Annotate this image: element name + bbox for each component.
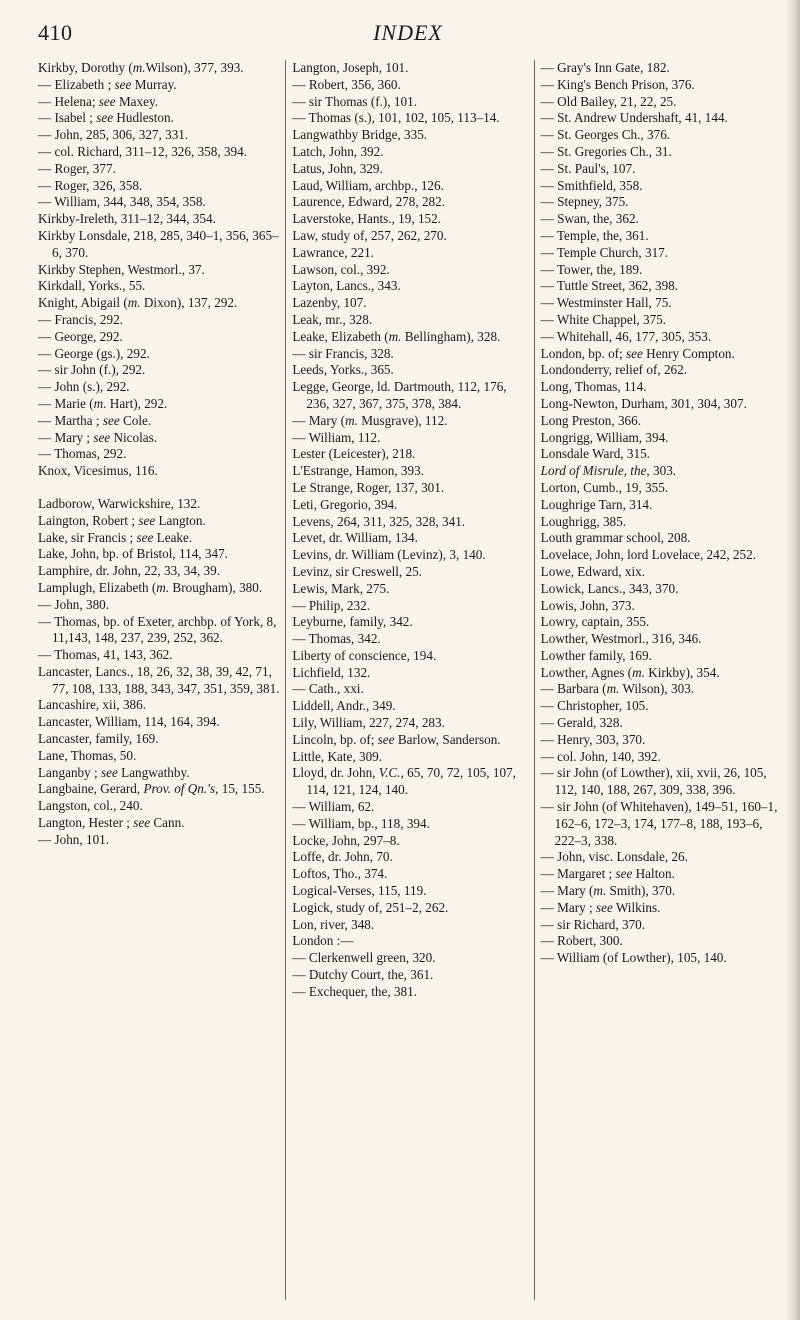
- index-entry: — John, visc. Lonsdale, 26.: [540, 849, 688, 865]
- index-entry: Lord of Misrule, the, 303.: [540, 463, 677, 479]
- index-entry: — King's Bench Prison, 376.: [540, 76, 695, 92]
- index-entry: — Roger, 377.: [38, 160, 116, 176]
- index-entry: — Stepney, 375.: [540, 194, 629, 210]
- index-entry: Lonsdale Ward, 315.: [540, 446, 650, 462]
- index-entry: Locke, John, 297–8.: [292, 832, 400, 848]
- index-entry: — sir Thomas (f.), 101.: [292, 93, 417, 109]
- index-entry: Kirkby Stephen, Westmorl., 37.: [38, 261, 205, 277]
- index-entry: — sir John (f.), 292.: [38, 362, 146, 378]
- index-entry: Lawrance, 221.: [292, 244, 374, 260]
- index-entry: — Whitehall, 46, 177, 305, 353.: [540, 328, 712, 344]
- index-entry: — John, 101.: [38, 831, 110, 847]
- index-entry: Laurence, Edward, 278, 282.: [292, 194, 446, 210]
- index-entry: Lily, William, 227, 274, 283.: [292, 715, 445, 731]
- index-entry: London :—: [292, 933, 354, 949]
- index-entry: Langton, Hester ; see Cann.: [38, 815, 185, 831]
- index-entry: — St. Paul's, 107.: [540, 160, 636, 176]
- index-entry: — Christopher, 105.: [540, 698, 649, 714]
- index-entry: Kirkby Lonsdale, 218, 285, 340–1, 356, 365–6, 370.: [38, 227, 279, 260]
- index-entry: Lake, sir Francis ; see Leake.: [38, 529, 193, 545]
- index-entry: Lester (Leicester), 218.: [292, 446, 416, 462]
- index-entry: — Helena; see Maxey.: [38, 93, 158, 109]
- index-entry: — George, 292.: [38, 328, 123, 344]
- index-entry: — Thomas, bp. of Exeter, archbp. of York, 8, 11,143, 148, 237, 239, 252, 362.: [38, 613, 277, 646]
- index-entry: — Robert, 300.: [540, 933, 623, 949]
- index-entry: Laud, William, archbp., 126.: [292, 177, 444, 193]
- index-entry: Londonderry, relief of, 262.: [540, 362, 688, 378]
- index-entry: Liddell, Andr., 349.: [292, 698, 396, 714]
- index-entry: Lorton, Cumb., 19, 355.: [540, 479, 669, 495]
- index-entry: Kirkby, Dorothy (m.Wilson), 377, 393.: [38, 60, 244, 75]
- index-entry: — Tower, the, 189.: [540, 261, 643, 277]
- index-entry: — Elizabeth ; see Murray.: [38, 76, 177, 92]
- index-entry: Long, Thomas, 114.: [540, 379, 647, 395]
- index-entry: Langwathby Bridge, 335.: [292, 127, 428, 143]
- index-entry: — Francis, 292.: [38, 311, 123, 327]
- index-entry: — Dutchy Court, the, 361.: [292, 967, 434, 983]
- index-column-1: [38, 60, 281, 1300]
- index-entry: Loftos, Tho., 374.: [292, 866, 388, 882]
- index-entry: — Mary ; see Wilkins.: [540, 899, 661, 915]
- index-entry: — William (of Lowther), 105, 140.: [540, 950, 727, 966]
- index-entry: Lichfield, 132.: [292, 664, 371, 680]
- index-entry: Lowther, Agnes (m. Kirkby), 354.: [540, 664, 720, 680]
- index-entry: — Gerald, 328.: [540, 715, 623, 731]
- index-entry: — Robert, 356, 360.: [292, 76, 401, 92]
- index-entry: Logick, study of, 251–2, 262.: [292, 899, 449, 915]
- index-entry: Lazenby, 107.: [292, 295, 367, 311]
- index-entry: — Henry, 303, 370.: [540, 731, 646, 747]
- index-entry: Knox, Vicesimus, 116.: [38, 463, 158, 479]
- index-entry: Levens, 264, 311, 325, 328, 341.: [292, 513, 466, 529]
- index-entry: Lamphire, dr. John, 22, 33, 34, 39.: [38, 563, 221, 579]
- page-edge-shadow: [786, 0, 800, 1320]
- index-entry: Kirkdall, Yorks., 55.: [38, 278, 146, 294]
- index-entry: — sir Richard, 370.: [540, 916, 646, 932]
- index-entry: Lake, John, bp. of Bristol, 114, 347.: [38, 546, 228, 562]
- index-entry: — Thomas, 292.: [38, 446, 127, 462]
- index-columns: [38, 60, 778, 1300]
- index-entry: Lincoln, bp. of; see Barlow, Sanderson.: [292, 731, 501, 747]
- index-entry: Ladborow, Warwickshire, 132.: [38, 495, 201, 511]
- index-entry: Lovelace, John, lord Lovelace, 242, 252.: [540, 547, 756, 563]
- index-entry: Lancaster, William, 114, 164, 394.: [38, 714, 220, 730]
- index-entry: Liberty of conscience, 194.: [292, 647, 437, 663]
- index-entry: Le Strange, Roger, 137, 301.: [292, 479, 445, 495]
- index-entry: Loughrige Tarn, 314.: [540, 496, 653, 512]
- index-entry: — William, 62.: [292, 799, 375, 815]
- index-entry: Long Preston, 366.: [540, 412, 642, 428]
- index-entry: — Westminster Hall, 75.: [540, 295, 672, 311]
- index-entry: — Old Bailey, 21, 22, 25.: [540, 93, 677, 109]
- index-entry: Loffe, dr. John, 70.: [292, 849, 393, 865]
- index-entry: — col. John, 140, 392.: [540, 748, 661, 764]
- index-entry: — John (s.), 292.: [38, 379, 130, 395]
- index-entry: Levinz, sir Creswell, 25.: [292, 563, 422, 579]
- index-entry: — George (gs.), 292.: [38, 345, 150, 361]
- index-entry: — William, bp., 118, 394.: [292, 815, 430, 831]
- index-entry: Lowick, Lancs., 343, 370.: [540, 580, 679, 596]
- index-entry: Lowry, captain, 355.: [540, 614, 650, 630]
- index-entry: — William, 112.: [292, 429, 381, 445]
- index-entry: — St. Georges Ch., 376.: [540, 127, 671, 143]
- index-entry: Lowther, Westmorl., 316, 346.: [540, 631, 702, 647]
- index-entry: — Temple Church, 317.: [540, 244, 669, 260]
- index-entry: Levins, dr. William (Levinz), 3, 140.: [292, 547, 486, 563]
- index-entry: Kirkby-Ireleth, 311–12, 344, 354.: [38, 211, 216, 227]
- index-entry: Longrigg, William, 394.: [540, 429, 669, 445]
- index-entry: — sir John (of Lowther), xii, xvii, 26, 105, 112, 140, 188, 267, 309, 338, 396.: [540, 765, 767, 798]
- index-entry: — Tuttle Street, 362, 398.: [540, 278, 679, 294]
- index-entry: Little, Kate, 309.: [292, 748, 383, 764]
- index-entry: — Gray's Inn Gate, 182.: [540, 60, 670, 75]
- index-entry: Lloyd, dr. John, V.C., 65, 70, 72, 105, 107, 114, 121, 124, 140.: [292, 765, 516, 798]
- index-entry: Langbaine, Gerard, Prov. of Qn.'s, 15, 155.: [38, 781, 265, 797]
- index-entry: Leak, mr., 328.: [292, 311, 373, 327]
- index-entry: Lowis, John, 373.: [540, 597, 635, 613]
- index-entry: Lowther family, 169.: [540, 647, 652, 663]
- index-entry: — sir Francis, 328.: [292, 345, 394, 361]
- index-entry: Legge, George, ld. Dartmouth, 112, 176, 236, 327, 367, 375, 378, 384.: [292, 379, 507, 411]
- index-entry: — Margaret ; see Halton.: [540, 866, 675, 882]
- index-entry: — Roger, 326, 358.: [38, 177, 143, 193]
- index-entry: — John, 285, 306, 327, 331.: [38, 127, 189, 143]
- index-entry: Logical-Verses, 115, 119.: [292, 883, 427, 899]
- index-entry: — sir John (of Whitehaven), 149–51, 160–1, 162–6, 172–3, 174, 177–8, 188, 193–6, 222–3, 338.: [540, 799, 778, 848]
- index-entry: Layton, Lancs., 343.: [292, 278, 401, 294]
- index-entry: — Thomas, 342.: [292, 631, 381, 647]
- index-entry: Louth grammar school, 208.: [540, 530, 691, 546]
- index-entry: — Martha ; see Cole.: [38, 412, 152, 428]
- index-entry: — Mary ; see Nicolas.: [38, 429, 158, 445]
- index-entry: Latus, John, 329.: [292, 160, 383, 176]
- index-column-2: [285, 60, 529, 1300]
- index-entry: Langston, col., 240.: [38, 798, 143, 814]
- index-entry: — William, 344, 348, 354, 358.: [38, 194, 206, 210]
- index-entry: Lancashire, xii, 386.: [38, 697, 147, 713]
- index-entry: — Marie (m. Hart), 292.: [38, 395, 168, 411]
- index-entry: Knight, Abigail (m. Dixon), 137, 292.: [38, 295, 238, 311]
- index-entry: — St. Gregories Ch., 31.: [540, 143, 672, 159]
- index-entry: Lancaster, family, 169.: [38, 731, 159, 747]
- index-entry: — Isabel ; see Hudleston.: [38, 110, 174, 126]
- index-entry: Leyburne, family, 342.: [292, 614, 413, 630]
- running-head: INDEX: [373, 20, 443, 45]
- index-entry: L'Estrange, Hamon, 393.: [292, 463, 424, 479]
- index-column-3: [534, 60, 778, 1300]
- index-entry: — Smithfield, 358.: [540, 177, 643, 193]
- index-entry: — Temple, the, 361.: [540, 227, 649, 243]
- index-entry: Laington, Robert ; see Langton.: [38, 512, 206, 528]
- index-entry: — Thomas (s.), 101, 102, 105, 113–14.: [292, 110, 500, 126]
- index-entry: Lancaster, Lancs., 18, 26, 32, 38, 39, 42, 71, 77, 108, 133, 188, 343, 347, 351, 359, 381.: [38, 663, 280, 696]
- index-entry: — Philip, 232.: [292, 597, 370, 613]
- index-entry: Lamplugh, Elizabeth (m. Brougham), 380.: [38, 579, 263, 595]
- index-entry: Lon, river, 348.: [292, 916, 375, 932]
- page-header: [38, 20, 778, 54]
- index-entry: Latch, John, 392.: [292, 143, 384, 159]
- index-entry: Langton, Joseph, 101.: [292, 60, 409, 75]
- index-entry: Leti, Gregorio, 394.: [292, 496, 398, 512]
- index-entry: Loughrigg, 385.: [540, 513, 627, 529]
- index-entry: — Cath., xxi.: [292, 681, 364, 697]
- index-entry: — Barbara (m. Wilson), 303.: [540, 681, 695, 697]
- index-entry: London, bp. of; see Henry Compton.: [540, 345, 735, 361]
- index-entry: Leake, Elizabeth (m. Bellingham), 328.: [292, 328, 501, 344]
- index-entry: — Swan, the, 362.: [540, 211, 639, 227]
- index-entry: Leeds, Yorks., 365.: [292, 362, 394, 378]
- index-entry: — Thomas, 41, 143, 362.: [38, 647, 173, 663]
- index-entry: Laverstoke, Hants., 19, 152.: [292, 211, 442, 227]
- index-entry: — Mary (m. Smith), 370.: [540, 883, 676, 899]
- index-entry: Langanby ; see Langwathby.: [38, 764, 190, 780]
- index-entry: — Mary (m. Musgrave), 112.: [292, 412, 448, 428]
- index-entry: Lowe, Edward, xix.: [540, 563, 646, 579]
- index-entry: — Clerkenwell green, 320.: [292, 950, 436, 966]
- index-entry: — Exchequer, the, 381.: [292, 983, 418, 999]
- index-entry: — col. Richard, 311–12, 326, 358, 394.: [38, 143, 248, 159]
- index-entry: Lawson, col., 392.: [292, 261, 390, 277]
- page-number: 410: [38, 20, 73, 45]
- index-entry: Long-Newton, Durham, 301, 304, 307.: [540, 395, 747, 411]
- index-entry: Lane, Thomas, 50.: [38, 747, 137, 763]
- index-entry: — White Chappel, 375.: [540, 311, 667, 327]
- index-entry: Lewis, Mark, 275.: [292, 580, 390, 596]
- index-entry: Law, study of, 257, 262, 270.: [292, 227, 447, 243]
- index-entry: — St. Andrew Undershaft, 41, 144.: [540, 110, 728, 126]
- index-entry: — John, 380.: [38, 596, 110, 612]
- index-entry: Levet, dr. William, 134.: [292, 530, 418, 546]
